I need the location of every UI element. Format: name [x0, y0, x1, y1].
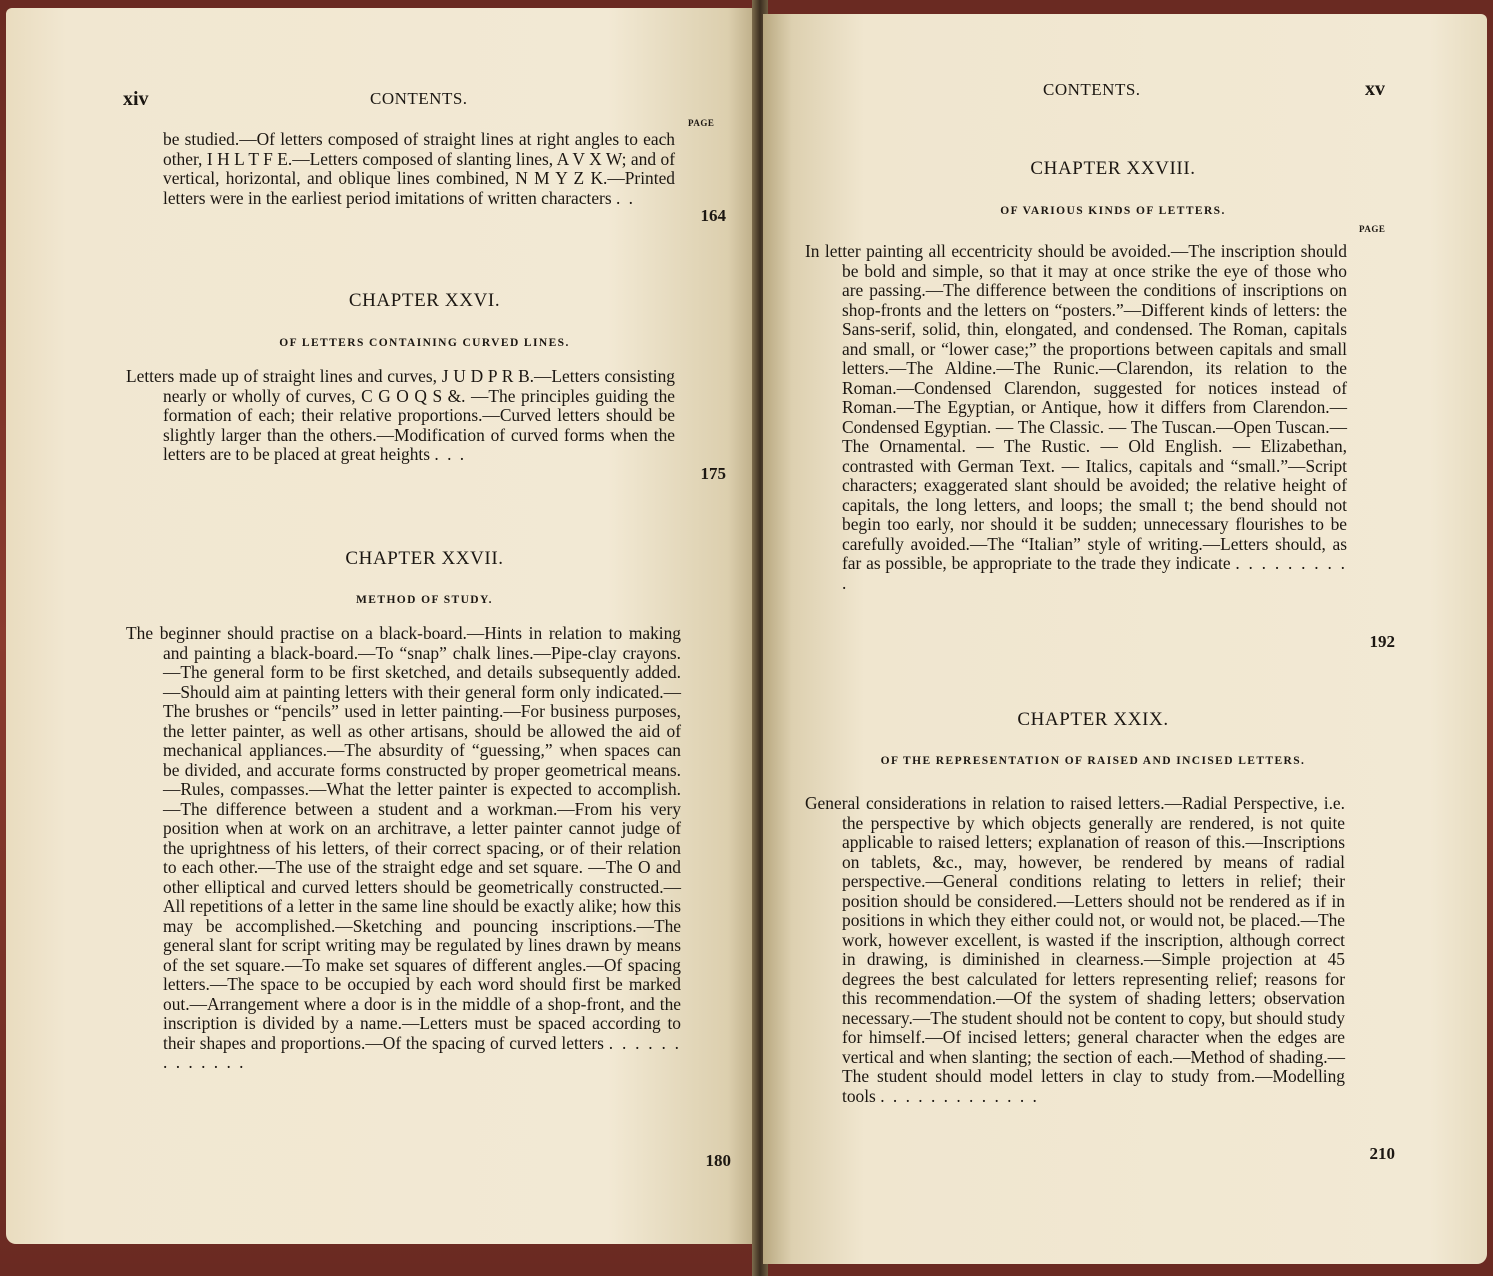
dot-leaders: . . . . . . . . . . — [842, 553, 1347, 593]
chapter-xxviii-subtitle: OF VARIOUS KINDS OF LETTERS. — [1000, 205, 1226, 217]
dot-leaders: . . . . . . . . . . . . . — [880, 1085, 1039, 1106]
chapter-xxix-heading: CHAPTER XXIX. — [1017, 709, 1169, 730]
page-number-175: 175 — [700, 464, 726, 483]
right-page — [763, 14, 1487, 1264]
chapter-xxviii-entry — [805, 242, 1347, 593]
toc-entry-continuation — [163, 130, 675, 208]
left-page — [6, 8, 758, 1244]
left-running-head: CONTENTS. — [370, 89, 468, 108]
page-number-192: 192 — [1369, 632, 1395, 651]
right-page-column-label: PAGE — [1359, 224, 1386, 234]
chapter-xxvi-entry — [126, 367, 675, 465]
toc-entry-text: General considerations in relation to raised letters.—Radial Perspective, i.e. the perspective by which objects generally are rendered, is not quite applicable to raised letters; explanation of reason of this.—Inscriptions on tablets, &c., may, however, be rendered by means of radial perspective.—General conditions relating to letters in relief; their position should be considered.—Letters should not be rendered as if in positions in which they either could not, or would not, be placed.—The work, however excellent, is wasted if the inscription, although correct in drawing, is diminished in clearness.—Simple projection at 45 degrees the best calculated for letters representing relief; reasons for this recommendation.—Of the system of shading letters; observation necessary.—The student should not be content to copy, but should study for himself.—Of incised letters; general character when the edges are vertical and when slanting; the section of each.—Method of shading.—The student should model letters in clay to study from.—Modelling tools — [805, 793, 1345, 1106]
dot-leaders: . . . — [434, 444, 467, 464]
chapter-xxvii-entry — [126, 624, 681, 1073]
chapter-xxvi-subtitle: OF LETTERS CONTAINING CURVED LINES. — [279, 337, 570, 349]
left-page-column-label: PAGE — [688, 118, 715, 128]
chapter-xxvii-heading: CHAPTER XXVII. — [345, 548, 504, 569]
dot-leaders: . . . . . . . . . . . . . — [163, 1032, 682, 1072]
toc-entry-text: Letters made up of straight lines and curves, J U D P R B.—Letters consisting nearly or wholly of curves, C G O Q S &. —The principles guiding the formation of each; their relative proportions.—Curved letters should be slightly larger than the others.—Modification of curved forms when the letters are to be placed at great heights — [126, 366, 675, 464]
chapter-xxix-subtitle: OF THE REPRESENTATION OF RAISED AND INCISED LETTERS. — [880, 755, 1306, 767]
dot-leaders: . . — [615, 187, 636, 208]
chapter-xxvii-subtitle: METHOD OF STUDY. — [356, 594, 493, 606]
page-number-180: 180 — [705, 1151, 731, 1170]
toc-entry-text: The beginner should practise on a black-board.—Hints in relation to making and painting a black-board.—To “snap” chalk lines.—Pipe-clay crayons.—The general form to be first sketched, and details subsequently added.—Should aim at painting letters with their general form only indicated.—The brushes or “pencils” used in letter painting.—For business purposes, the letter painter, as well as other artisans, should be allowed the aid of mechanical appliances.—The absurdity of “guessing,” when spaces can be divided, and accurate forms constructed by proper geometrical means.—Rules, compasses.—What the letter painter is expected to accomplish.—The difference between a student and a workman.—From his very position when at work on an architrave, a letter painter cannot judge of the uprightness of his letters, of their correct spacing, or of their relation to each other.—The use of the straight edge and set square. —The O and other elliptical and curved letters should be geometrically constructed.—All repetitions of a letter in the same line should be exactly alike; how this may be accomplished.—Sketching and pouncing inscriptions.—The general slant for script writing may be regulated by lines drawn by means of the set square.—To make set squares of different angles.—Of spacing letters.—The space to be occupied by each word should first be marked out.—Arrangement where a door is in the middle of a shop-front, and the inscription is divided by a name.—Letters must be spaced according to their shapes and proportions.—Of the spacing of curved letters — [126, 623, 681, 1053]
toc-entry-text: be studied.—Of letters composed of straight lines at right angles to each other, I H L T F E.—Letters composed of slanting lines, A V X W; and of vertical, horizontal, and oblique lines combined, N M Y Z K.—Printed letters were in the earliest period imitations of written characters — [163, 129, 675, 208]
right-running-head: CONTENTS. — [1043, 80, 1141, 99]
right-folio: xv — [1365, 78, 1385, 100]
chapter-xxviii-heading: CHAPTER XXVIII. — [1030, 158, 1196, 179]
left-folio: xiv — [123, 88, 149, 110]
page-number-210: 210 — [1369, 1144, 1395, 1163]
chapter-xxvi-heading: CHAPTER XXVI. — [348, 290, 501, 311]
toc-entry-text: In letter painting all eccentricity should be avoided.—The inscription should be bold and simple, so that it may at once strike the eye of those who are passing.—The difference between the conditions of inscriptions on shop-fronts and the letters on “posters.”—Different kinds of letters: the Sans-serif, solid, thin, elongated, and condensed. The Roman, capitals and small, or “lower case;” the proportions between capitals and small letters.—The Aldine.—The Runic.—Clarendon, its relation to the Roman.—Condensed Clarendon, suggested for notices instead of Roman.—The Egyptian, or Antique, how it differs from Clarendon.—Condensed Egyptian. — The Classic. — The Tuscan.—Open Tuscan.—The Ornamental. — The Rustic. — Old English. — Elizabethan, contrasted with German Text. — Italics, capitals and “small.”—Script characters; exaggerated slant should be avoided; the relative height of capitals, the long letters, and loops; the small t; the bend should not begin too early, nor should it be sudden; unnecessary flourishes to be carefully avoided.—The “Italian” style of writing.—Letters should, as far as possible, be appropriate to the trade they indicate — [805, 241, 1347, 573]
chapter-xxix-entry — [805, 794, 1345, 1106]
page-number-164: 164 — [700, 206, 726, 225]
